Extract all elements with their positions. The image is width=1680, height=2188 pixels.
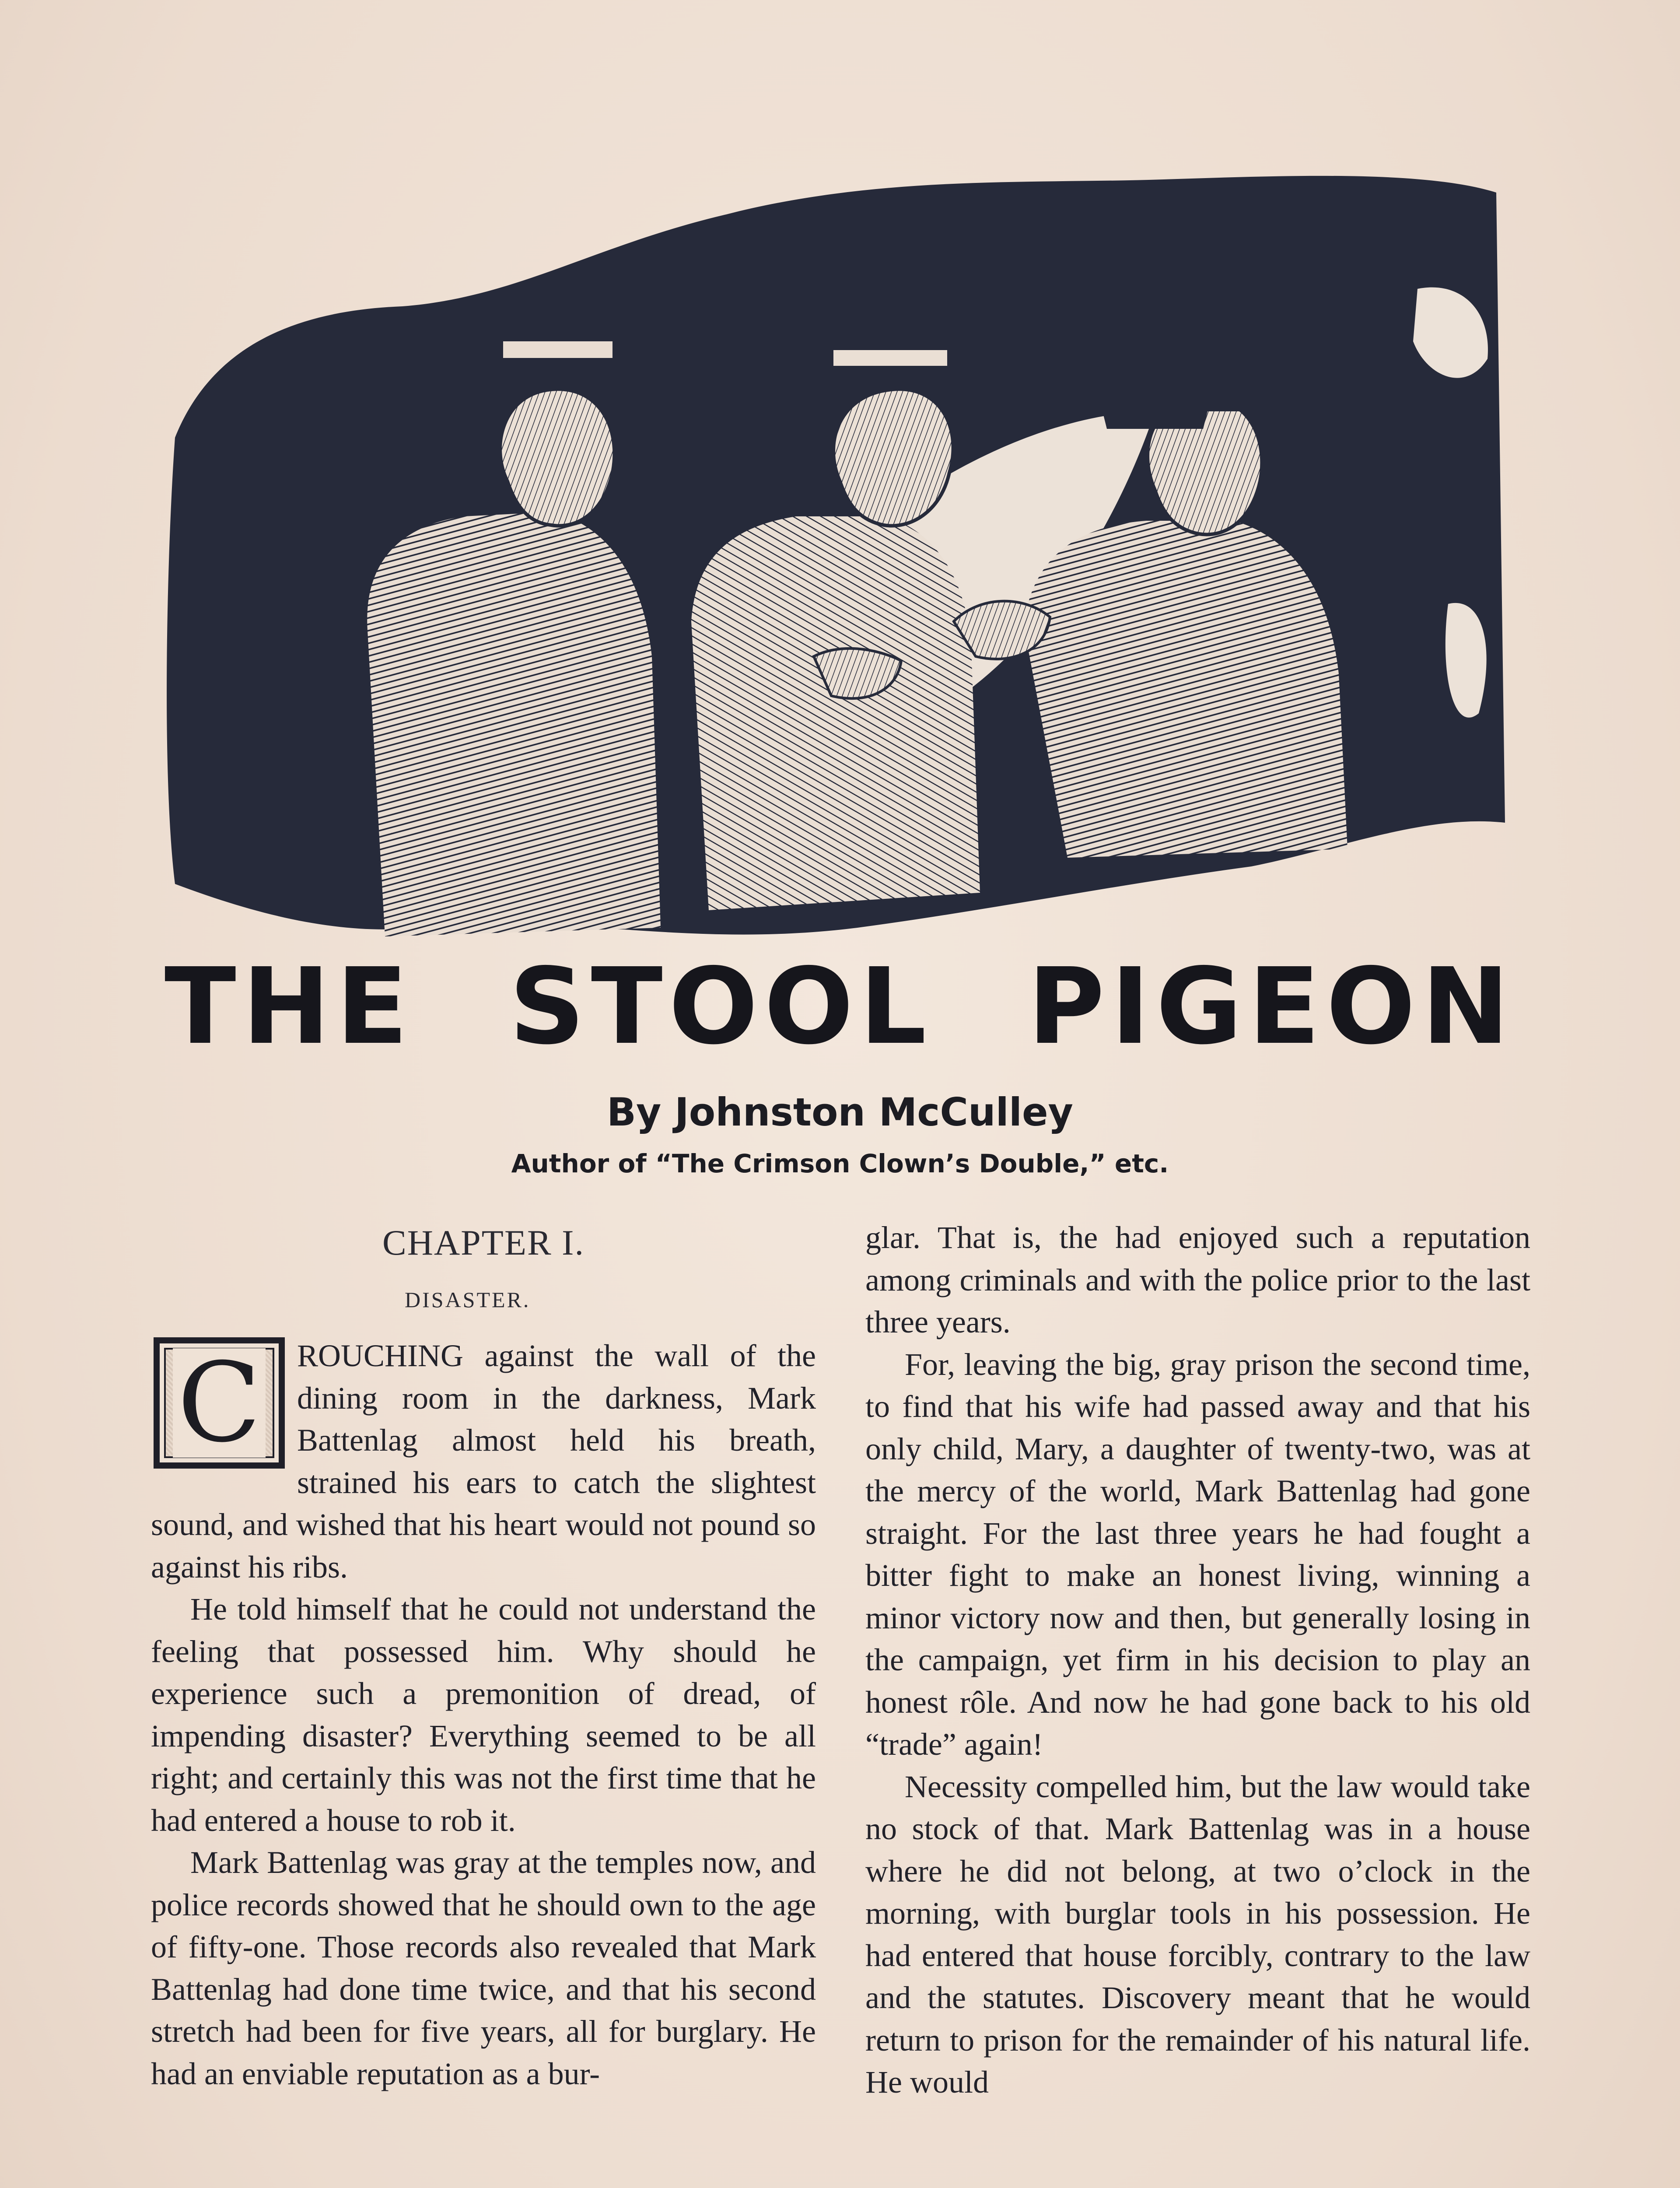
story-illustration: [158, 166, 1514, 954]
paragraph: [151, 1335, 816, 1588]
story-title: THE STOOL PIGEON: [164, 945, 1516, 1068]
text-column-right: [865, 1217, 1530, 2104]
text-column-left: [151, 1217, 816, 2095]
drop-cap-letter: C: [173, 1348, 265, 1458]
paragraph: He told himself that he could not understand the feeling that possessed him. Why should he experience such a premonition of dread, of impending disaster? Everything seemed to be all right; and certainly this was not the first time that he had entered a house to rob it.: [151, 1592, 816, 1838]
paragraph-text: ROUCHING against the wall of the dining room in the darkness, Mark Battenlag almost held his breath, strained his ears to catch the slightest sound, and wished that his heart would not pound so against his ribs.: [151, 1338, 816, 1585]
paragraph: Mark Battenlag was gray at the temples now, and police records showed that he should own to the age of fifty-one. Those records also revealed that Mark Battenlag had done time twice, and that his second stretch had been for five years, all for burglary. He had an enviable reputation as a bur-: [151, 1845, 816, 2091]
illustration-artwork: [158, 166, 1514, 954]
author-credit: Author of “The Crimson Clown’s Double,” etc.: [511, 1149, 1169, 1178]
paragraph: glar. That is, the had enjoyed such a reputation among criminals and with the police prior to the last three years.: [865, 1220, 1530, 1339]
paragraph: For, leaving the big, gray prison the second time, to find that his wife had passed away and that his only child, Mary, a daughter of twenty-two, was at the mercy of the world, Mark Battenlag had gone straight. For the last three years he had fought a bitter fight to make an honest living, winning a minor victory now and then, but generally losing in the campaign, yet firm in his decision to play an honest rôle. And now he had gone back to his old “trade” again!: [865, 1346, 1530, 1762]
paragraph: Necessity compelled him, but the law would take no stock of that. Mark Battenlag was in a house where he did not belong, at two o’clock in the morning, with burglar tools in his possession. He had entered that house forcibly, contrary to the law and the statutes. Discovery meant that he would return to prison for the remainder of his natural life. He would: [865, 1769, 1530, 2100]
chapter-heading: CHAPTER I.: [382, 1223, 584, 1262]
chapter-subheading: DISASTER.: [405, 1287, 531, 1312]
story-byline: By Johnston McCulley: [606, 1090, 1074, 1135]
drop-cap: [154, 1337, 285, 1469]
